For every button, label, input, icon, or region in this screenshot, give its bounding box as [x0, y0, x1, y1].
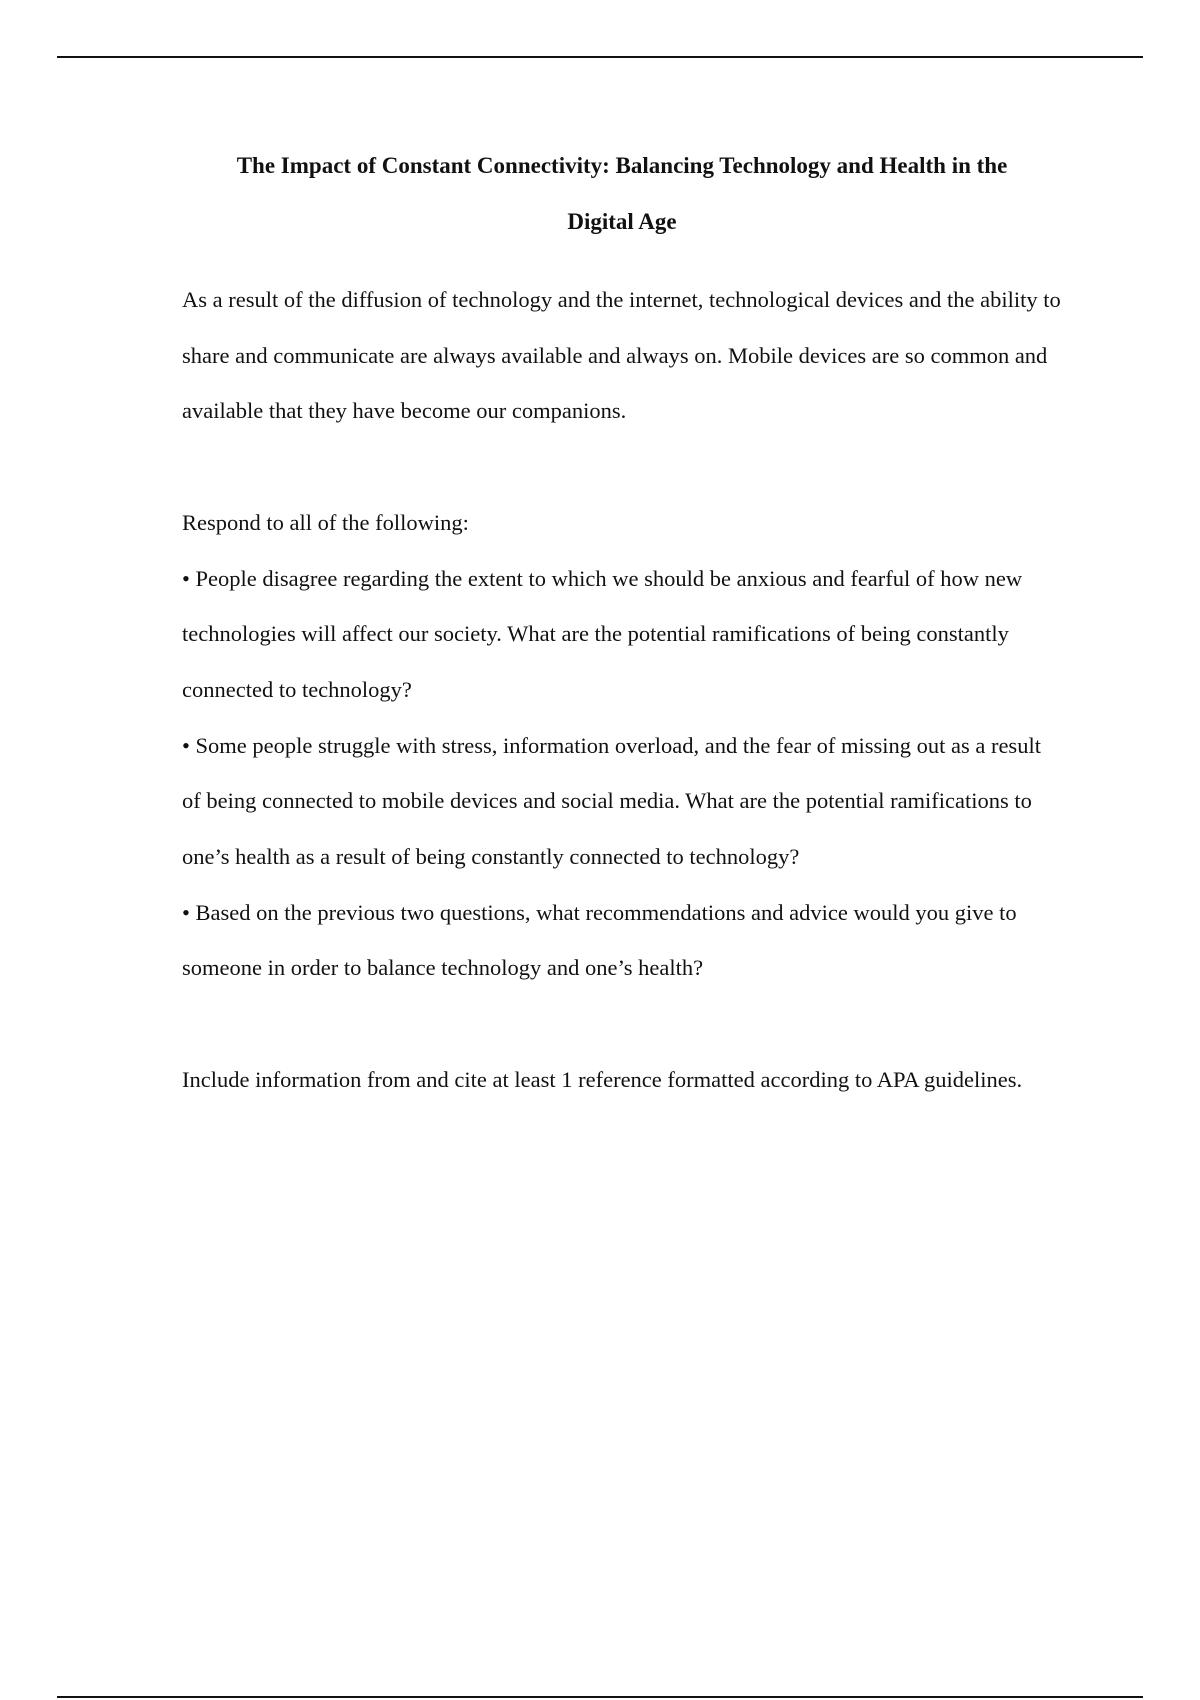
- bullet-item-1: • People disagree regarding the extent to which we should be anxious and fearful of how new technologies will affect our society. What are the potential ramifications of being constantly connected to technology?: [182, 565, 1023, 702]
- bullet-item-2: • Some people struggle with stress, information overload, and the fear of missing out as a result of being connected to mobile devices and social media. What are the potential ramifications to one’s health as a result of being constantly connected to technology?: [182, 732, 1041, 870]
- document-title-line-2: Digital Age: [567, 209, 677, 234]
- header-rule: [57, 56, 1143, 58]
- closing-paragraph: Include information from and cite at least 1 reference formatted according to APA guidelines.: [182, 1066, 1023, 1092]
- respond-heading: Respond to all of the following:: [182, 509, 469, 535]
- paragraph-spacer: [182, 996, 1062, 1052]
- bullet-item-3: • Based on the previous two questions, what recommendations and advice would you give to someone in order to balance technology and one’s health?: [182, 899, 1017, 981]
- footer-rule: [57, 1696, 1143, 1698]
- paragraph-spacer: [182, 439, 1062, 495]
- document-body: [182, 138, 1062, 1108]
- intro-paragraph: As a result of the diffusion of technology and the internet, technological devices and the ability to share and communicate are always available and always on. Mobile devices are so common and available that they have become our companions.: [182, 287, 1061, 424]
- document-title-line-1: The Impact of Constant Connectivity: Balancing Technology and Health in the: [236, 153, 1008, 178]
